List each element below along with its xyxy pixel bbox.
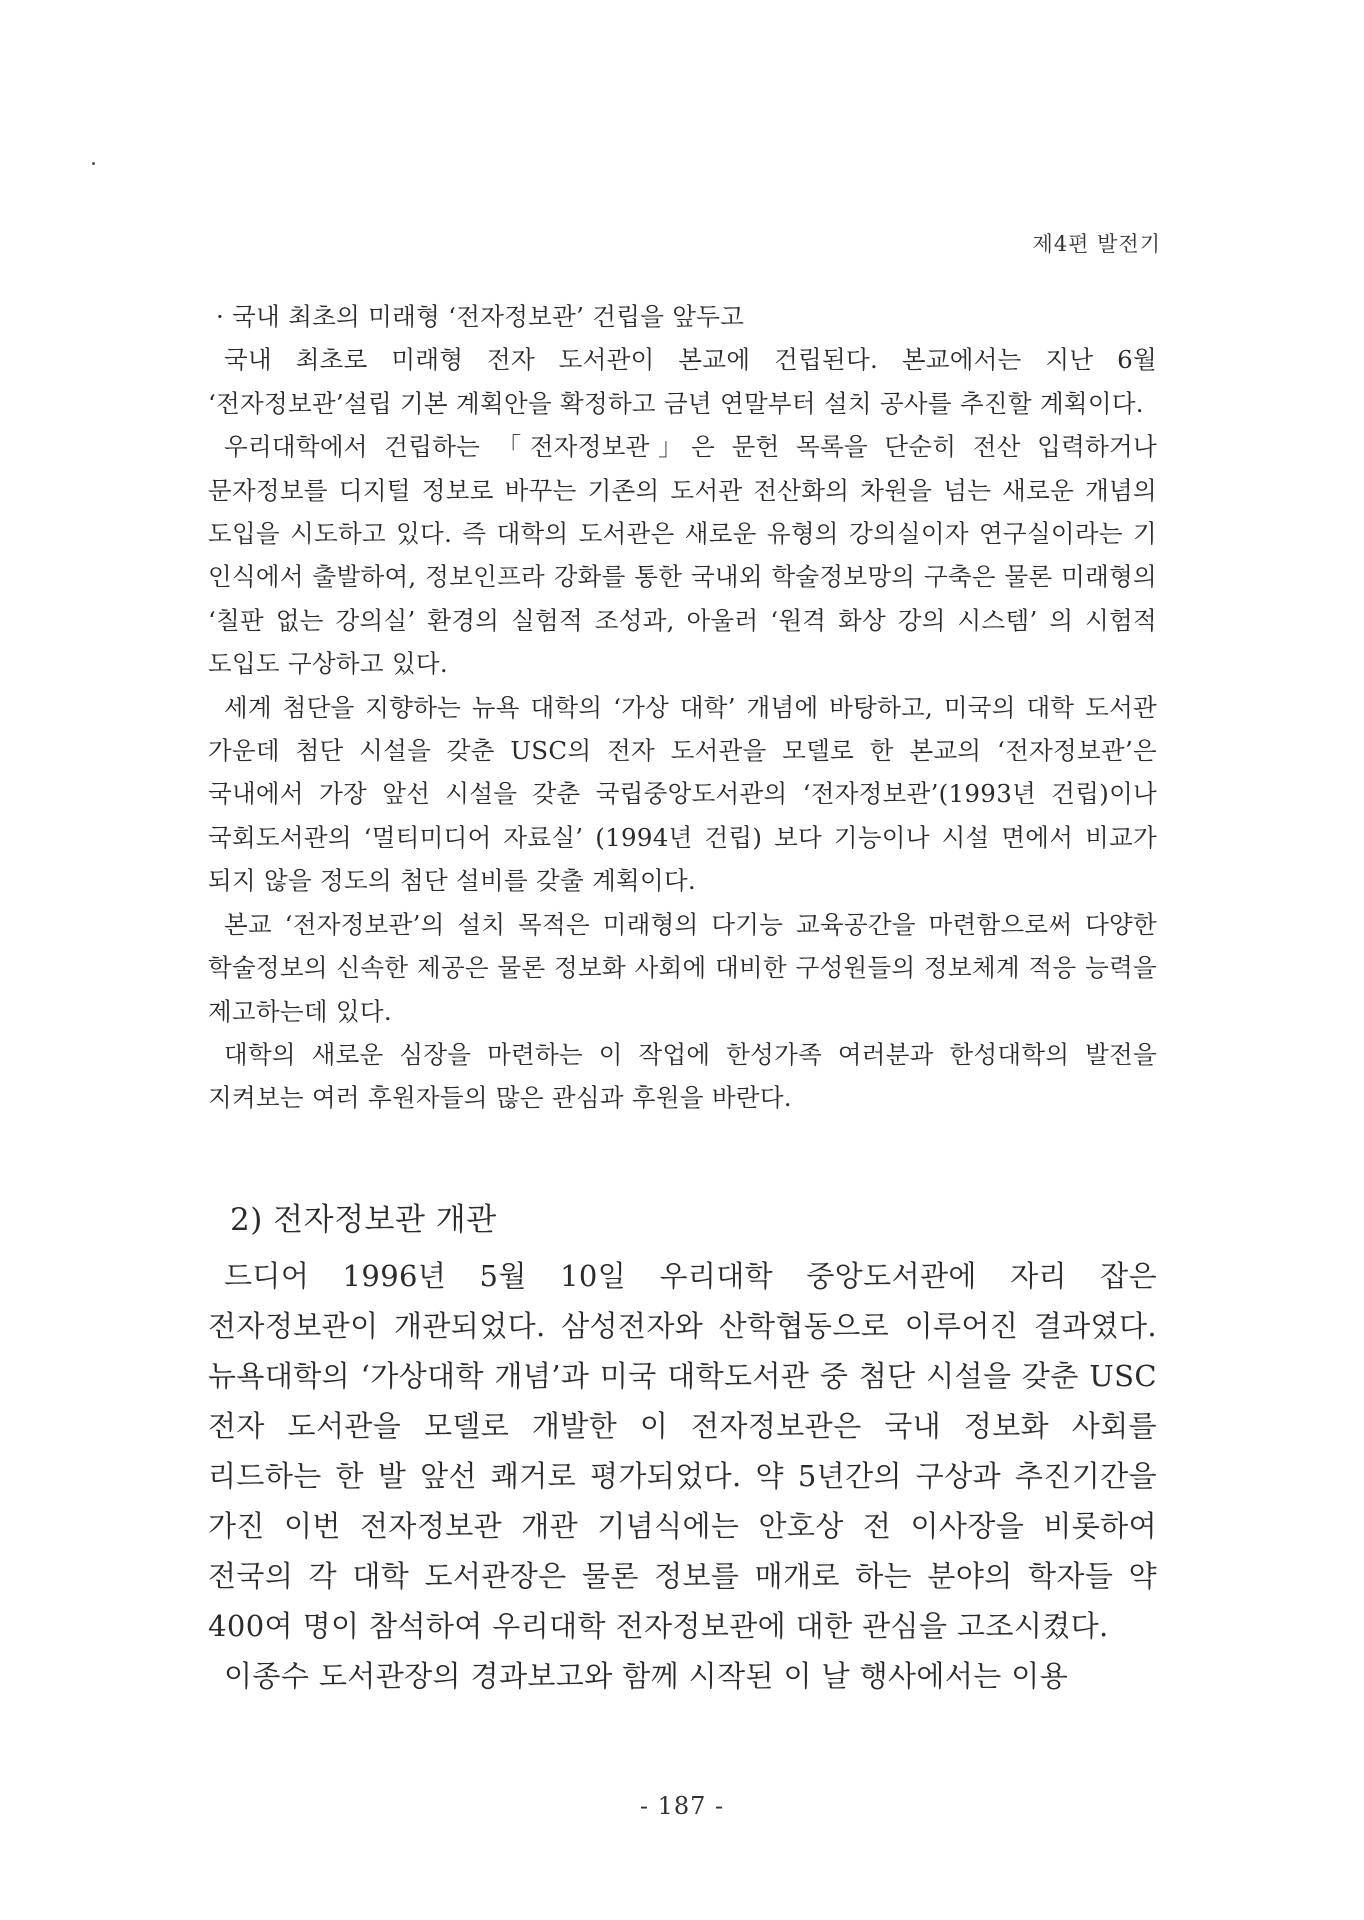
bullet-heading: · 국내 최초의 미래형 ‘전자정보관’ 건립을 앞두고 [216,302,745,331]
scan-speck [92,162,95,165]
section-electronic-library-plan [208,295,1157,1120]
paragraph: 이종수 도서관장의 경과보고와 함께 시작된 이 날 행사에서는 이용 [224,1659,1069,1693]
paragraph: 드디어 1996년 5월 10일 우리대학 중앙도서관에 자리 잡은 전자정보관이 개관되었다. 삼성전자와 산학협동으로 이루어진 결과였다. 뉴욕대학의 ‘가상대학 개념’과 미국 대학도서관 중 첨단 시설을 갖춘 USC 전자 도서관을 모델로 개발한 이 전자정보관은 국내 정보화 사회를 리드하는 한 발 앞선 쾌거로 평가되었다. 약 5년간의 구상과 추진기간을 가진 이번 전자정보관 개관 기념식에는 안호상 전 이사장을 비롯하여 전국의 각 대학 도서관장은 물론 정보를 매개로 하는 분야의 학자들 약 400여 명이 참석하여 우리대학 전자정보관에 대한 관심을 고조시켰다. [208,1259,1157,1643]
section-heading: 2) 전자정보관 개관 [230,1202,497,1238]
running-header: 제4편 발전기 [1032,232,1161,256]
paragraph: 세계 첨단을 지향하는 뉴욕 대학의 ‘가상 대학’ 개념에 바탕하고, 미국의 대학 도서관 가운데 첨단 시설을 갖춘 USC의 전자 도서관을 모델로 한 본교의 ‘전자정보관’은 국내에서 가장 앞선 시설을 갖춘 국립중앙도서관의 ‘전자정보관’(1993년 건립)이나 국회도서관의 ‘멀티미디어 자료실’ (1994년 건립) 보다 기능이나 시설 면에서 비교가 되지 않을 정도의 첨단 설비를 갖출 계획이다. [208,692,1157,896]
page-number: - 187 - [639,1792,725,1820]
paragraph: 우리대학에서 건립하는 「전자정보관」은 문헌 목록을 단순히 전산 입력하거나 문자정보를 디지털 정보로 바꾸는 기존의 도서관 전산화의 차원을 넘는 새로운 개념의 도입을 시도하고 있다. 즉 대학의 도서관은 새로운 유형의 강의실이자 연구실이라는 기 인식에서 출발하여, 정보인프라 강화를 통한 국내외 학술정보망의 구축은 물론 미래형의 ‘칠판 없는 강의실’ 환경의 실험적 조성과, 아울러 ‘원격 화상 강의 시스템’ 의 시험적 도입도 구상하고 있다. [208,432,1157,679]
section-electronic-library-opening [208,1251,1157,1701]
paragraph: 대학의 새로운 심장을 마련하는 이 작업에 한성가족 여러분과 한성대학의 발전을 지켜보는 여러 후원자들의 많은 관심과 후원을 바란다. [208,1039,1157,1113]
paragraph: 본교 ‘전자정보관’의 설치 목적은 미래형의 다기능 교육공간을 마련함으로써 다양한 학술정보의 신속한 제공은 물론 정보화 사회에 대비한 구성원들의 정보체계 적응 능력을 제고하는데 있다. [208,909,1157,1026]
paragraph: 국내 최초로 미래형 전자 도서관이 본교에 건립된다. 본교에서는 지난 6월 ‘전자정보관’설립 기본 계획안을 확정하고 금년 연말부터 설치 공사를 추진할 계획이다. [208,345,1157,418]
